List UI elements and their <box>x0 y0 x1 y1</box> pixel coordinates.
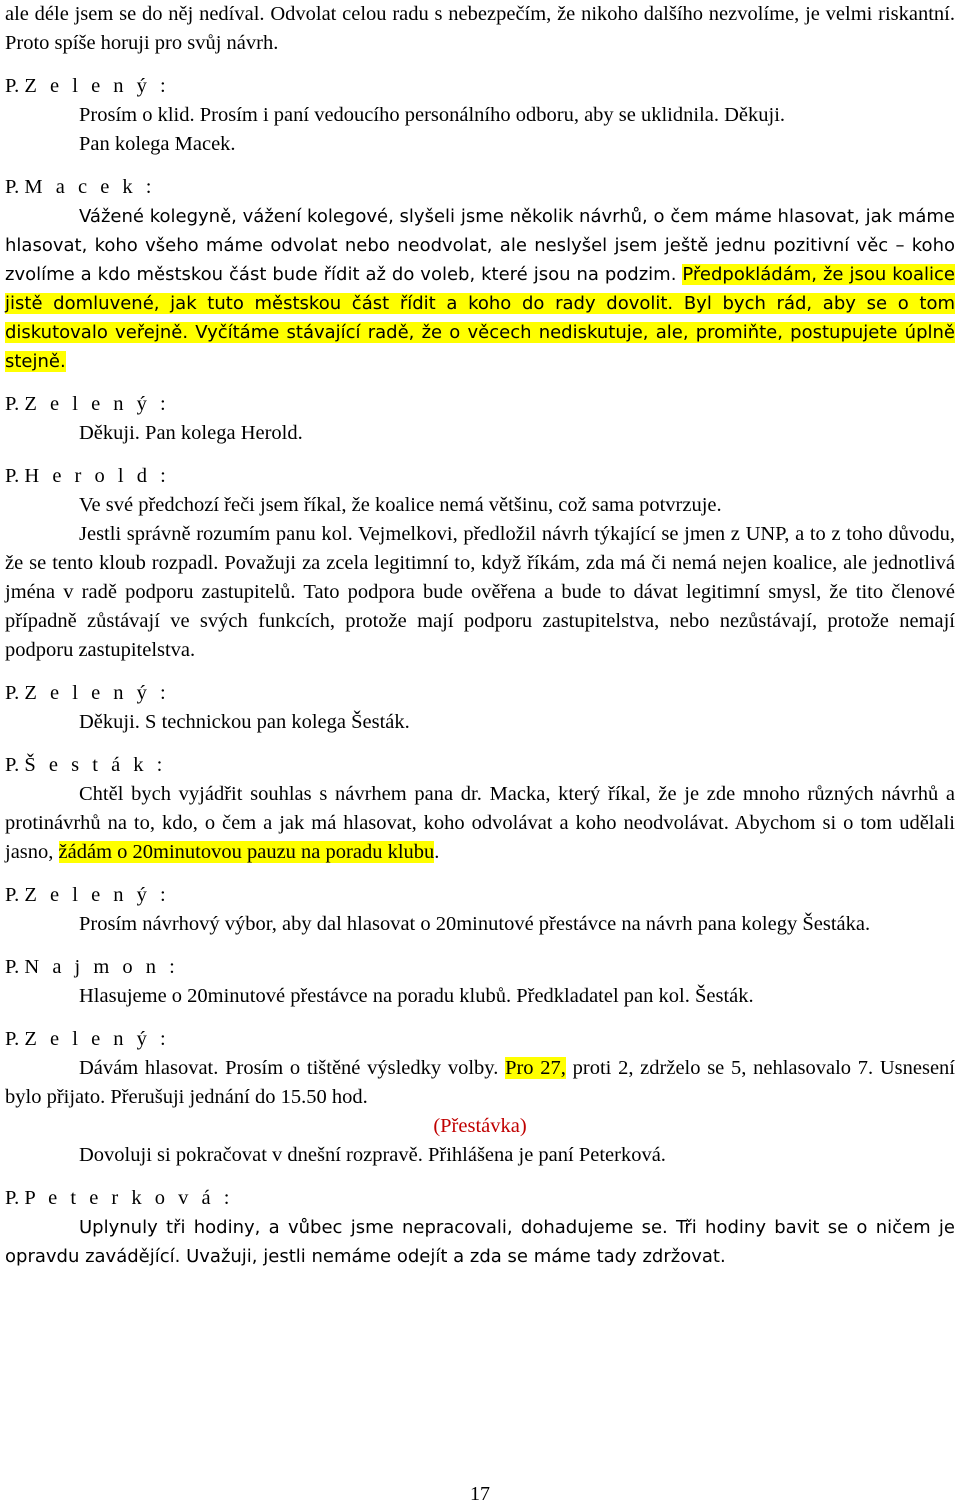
speech-text: Dávám hlasovat. Prosím o tištěné výsledky volby. <box>79 1057 506 1079</box>
speaker-heading-zeleny <box>5 881 955 910</box>
speaker-heading-zeleny <box>5 1025 955 1054</box>
speaker-name: Z e l e n ý : <box>24 682 170 704</box>
page-number: 17 <box>470 1483 490 1505</box>
speaker-prefix: P. <box>5 682 25 704</box>
speaker-prefix: P. <box>5 75 25 97</box>
speaker-prefix: P. <box>5 176 25 198</box>
speaker-heading-zeleny <box>5 390 955 419</box>
speaker-prefix: P. <box>5 754 25 776</box>
speaker-heading-najmon <box>5 953 955 982</box>
speech-line: Děkuji. Pan kolega Herold. <box>79 422 303 444</box>
speech-text: proti 2, zdrželo se 5, nehlasovalo 7. Usnesení bylo přijato. Přerušuji jednání do 15.50 hod. <box>5 1057 955 1108</box>
speaker-prefix: P. <box>5 1028 25 1050</box>
speech-line: Pan kolega Macek. <box>79 133 236 155</box>
speaker-prefix: P. <box>5 1187 25 1209</box>
speaker-heading-zeleny <box>5 72 955 101</box>
speech-text: Vážené kolegyně, vážení kolegové, slyšeli jsme několik návrhů, o čem máme hlasovat, jak máme hlasovat, koho všeho máme odvolat nebo neodvolat, ale neslyšel jsem ještě jednu pozitivní věc – koho zvolíme a kdo městskou část bude řídit až do voleb, které jsou na podzim. <box>5 206 955 285</box>
document-page <box>5 0 955 1271</box>
speech-line: Děkuji. S technickou pan kolega Šesták. <box>79 711 410 733</box>
speaker-name: Z e l e n ý : <box>24 884 170 906</box>
speech-paragraph: Prosím návrhový výbor, aby dal hlasovat o 20minutové přestávce na návrh pana kolegy Šestáka. <box>79 913 871 935</box>
speech-line: Prosím o klid. Prosím i paní vedoucího personálního odboru, aby se uklidnila. Děkuji. <box>79 104 786 126</box>
speaker-name: N a j m o n : <box>24 956 179 978</box>
paragraph-continuation: ale déle jsem se do něj nedíval. Odvolat celou radu s nebezpečím, že nikoho dalšího nezvolíme, je velmi riskantní. Proto spíše horuji pro svůj návrh. <box>5 3 955 54</box>
speaker-name: Z e l e n ý : <box>24 75 170 97</box>
speech-line: Dovoluji si pokračovat v dnešní rozpravě. Přihlášena je paní Peterková. <box>79 1144 666 1166</box>
speaker-heading-herold <box>5 462 955 491</box>
speech-paragraph: Uplynuly tři hodiny, a vůbec jsme nepracovali, dohadujeme se. Tři hodiny bavit se o ničem je opravdu zavádějící. Uvažuji, jestli nemáme odejít a zda se máme tady zdržovat. <box>5 1217 955 1267</box>
speech-line: Hlasujeme o 20minutové přestávce na poradu klubů. Předkladatel pan kol. Šesták. <box>79 985 754 1007</box>
speaker-prefix: P. <box>5 393 25 415</box>
speaker-name: P e t e r k o v á : <box>24 1187 234 1209</box>
speech-text: Chtěl bych vyjádřit souhlas s návrhem pana dr. Macka, který říkal, že je zde mnoho různých návrhů a protinávrhů na to, kdo, o čem a jak má hlasovat, koho odvolávat a koho neodvolávat. Abychom si o tom udělali jasno, <box>5 783 955 863</box>
speaker-heading-sestak <box>5 751 955 780</box>
speech-paragraph <box>5 780 955 867</box>
speaker-prefix: P. <box>5 956 25 978</box>
speaker-heading-macek <box>5 173 955 202</box>
speaker-prefix: P. <box>5 884 25 906</box>
speaker-name: Š e s t á k : <box>24 754 167 776</box>
pause-note: (Přestávka) <box>433 1115 527 1137</box>
highlighted-text: Předpokládám, že jsou koalice jistě domluvené, jak tuto městskou část řídit a koho do rady dovolit. Byl bych rád, aby se o tom diskutovalo veřejně. Vyčítáme stávající radě, že o věcech nediskutuje, ale, promiňte, postupujete úplně stejně. <box>5 264 955 372</box>
speaker-name: Z e l e n ý : <box>24 1028 170 1050</box>
speech-text: . <box>434 841 440 863</box>
speech-paragraph <box>5 1054 955 1112</box>
speaker-heading-peterkova <box>5 1184 955 1213</box>
speech-line: Ve své předchozí řeči jsem říkal, že koalice nemá většinu, což sama potvrzuje. <box>79 494 722 516</box>
speaker-heading-zeleny <box>5 679 955 708</box>
speaker-name: M a c e k : <box>24 176 156 198</box>
speech-paragraph: Jestli správně rozumím panu kol. Vejmelkovi, předložil návrh týkající se jmen z UNP, a to z toho důvodu, že se tento kloub rozpadl. Považuji za zcela legitimní to, když říkám, zda má či nemá nejen koalice, ale jednotlivá jména v radě podporu zastupitelů. Tato podpora bude ověřena a bude to dávat legitimní smysl, že tito členové případně zůstávají ve svých funkcích, protože mají podporu zastupitelstva, nebo nezůstávají, protože nemají podporu zastupitelstva. <box>5 523 955 661</box>
speaker-name: Z e l e n ý : <box>24 393 170 415</box>
speech-paragraph <box>5 202 955 376</box>
highlighted-text: žádám o 20minutovou pauzu na poradu klubu <box>58 841 435 863</box>
speaker-prefix: P. <box>5 465 25 487</box>
highlighted-text: Pro 27, <box>505 1057 566 1079</box>
speaker-name: H e r o l d : <box>24 465 170 487</box>
